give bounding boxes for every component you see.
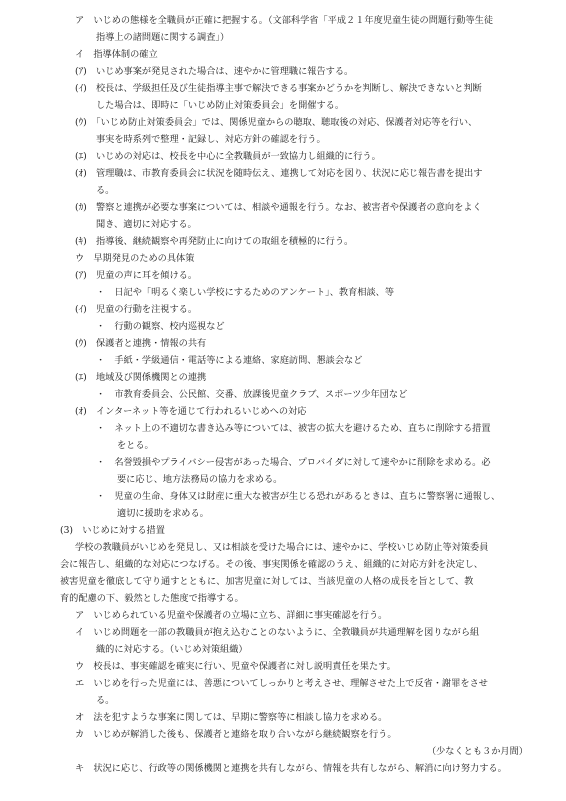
text-line: 被害児童を徹底して守り通すとともに、加害児童に対しては、当該児童の人格の成長を旨として、教 — [60, 576, 474, 587]
note-line: （少なくとも３か月間） — [426, 746, 528, 757]
text-line: (ｱ) 児童の声に耳を傾ける。 — [75, 270, 198, 281]
text-line: ウ 校長は、事実確認を確実に行い、児童や保護者に対し説明責任を果たす。 — [75, 661, 396, 672]
text-line: (ｳ) 保護者と連携・情報の共有 — [75, 338, 207, 349]
text-line: (ｲ) 児童の行動を注視する。 — [75, 304, 198, 315]
text-line: をとる。 — [117, 440, 154, 451]
bullet-item: ・ 市教育委員会、公民館、交番、放課後児童クラブ、スポーツ少年団など — [96, 389, 408, 400]
text-line: オ 法を犯すような事案に関しては、早期に警察等に相談し協力を求める。 — [75, 712, 388, 723]
text-line: (ｱ) いじめ事案が発見された場合は、速やかに管理職に報告する。 — [75, 66, 354, 77]
text-line: 要に応じ、地方法務局の協力を求める。 — [117, 474, 283, 485]
bullet-item: ・ 日記や「明るく楽しい学校にするためのアンケート」、教育相談、等 — [96, 287, 395, 298]
text-line: 織的に対応する。（いじめ対策組織） — [96, 644, 248, 655]
text-line: 育的配慮の下、毅然とした態度で指導する。 — [60, 593, 244, 604]
text-line: る。 — [96, 185, 115, 196]
section-heading: イ 指導体制の確立 — [75, 49, 158, 60]
text-line: キ 状況に応じ、行政等の関係機関と連携を共有しながら、情報を共有しながら、解消に向け努力する。 — [75, 763, 507, 774]
bullet-item: ・ 行動の観察、校内巡視など — [96, 321, 225, 332]
text-line: 会に報告し、組織的な対応につなげる。その後、事実関係を確認のうえ、組織的に対応方針を決定し、 — [60, 559, 483, 570]
text-line: 適切に援助を求める。 — [117, 508, 209, 519]
section-heading: (3) いじめに対する措置 — [60, 525, 165, 536]
bullet-item: ・ 児童の生命、身体又は財産に重大な被害が生じる恐れがあるときは、直ちに警察署に通報し、 — [96, 491, 501, 502]
text-line: る。 — [96, 695, 115, 706]
text-line: (ｴ) 地域及び関係機関との連携 — [75, 372, 207, 383]
text-line: (ｲ) 校長は、学級担任及び生徒指導主事で解決できる事案かどうかを判断し、解決できないと判断 — [75, 83, 482, 94]
bullet-item: ・ 手紙・学級通信・電話等による連絡、家庭訪問、懇談会など — [96, 355, 363, 366]
text-line: (ｵ) 管理職は、市教育委員会に状況を随時伝え、連携して対応を図り、状況に応じ報告書を提出す — [75, 168, 483, 179]
text-line: 事実を時系列で整理・記録し、対応方針の確認を行う。 — [96, 134, 326, 145]
text-line: イ いじめ問題を一部の教職員が抱え込むことのないように、全教職員が共通理解を図りながら組 — [75, 627, 480, 638]
bullet-item: ・ 名誉毀損やプライバシー侵害があった場合、プロバイダに対して速やかに削除を求める。必 — [96, 457, 491, 468]
text-line: 聞き、適切に対応する。 — [96, 219, 197, 230]
text-line: エ いじめを行った児童には、善悪についてしっかりと考えさせ、理解させた上で反省・謝罪をさせ — [75, 678, 488, 689]
bullet-item: ・ ネット上の不適切な書き込み等については、被害の拡大を避けるため、直ちに削除する措置 — [96, 423, 491, 434]
text-line: (ｴ) いじめの対応は、校長を中心に全教職員が一致協力し組織的に行う。 — [75, 151, 381, 162]
text-line: 学校の教職員がいじめを発見し、又は相談を受けた場合には、速やかに、学校いじめ防止等対策委員 — [75, 542, 489, 553]
text-line: した場合は、即時に「いじめ防止対策委員会」を開催する。 — [96, 100, 345, 111]
text-line: (ｶ) 警察と連携が必要な事案については、相談や通報を行う。なお、被害者や保護者の意向をよく — [75, 202, 482, 213]
text-line: カ いじめが解消した後も、保護者と連絡を取り合いながら継続観察を行う。 — [75, 729, 397, 740]
text-line: 指導上の諸問題に関する調査」） — [96, 32, 230, 43]
text-line: (ｷ) 指導後、継続観察や再発防止に向けての取組を積極的に行う。 — [75, 236, 354, 247]
text-line: (ｳ) 「いじめ防止対策委員会」では、関係児童からの聴取、聴取後の対応、保護者対応等を行い、 — [75, 117, 478, 128]
section-heading: ウ 早期発見のための具体策 — [75, 253, 195, 264]
text-line: (ｵ) インターネット等を通じて行われるいじめへの対応 — [75, 406, 307, 417]
text-line: ア いじめの態様を全職員が正確に把握する。（文部科学省「平成２１年度児童生徒の問題行動等生徒 — [75, 15, 494, 26]
text-line: ア いじめられている児童や保護者の立場に立ち、詳細に事実確認を行う。 — [75, 610, 388, 621]
